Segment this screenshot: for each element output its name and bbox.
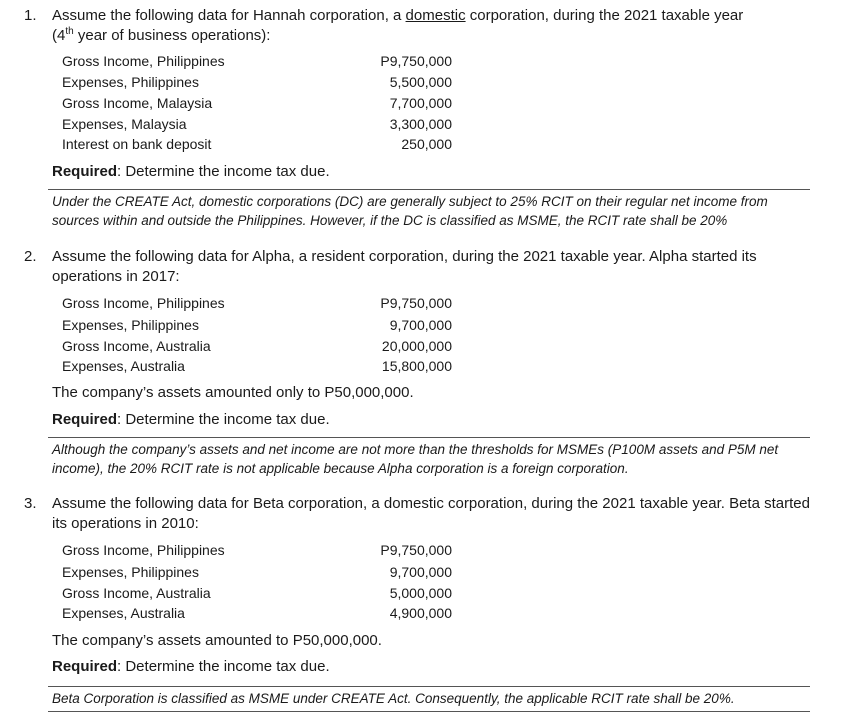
problem-1-number: 1. [24, 7, 37, 24]
required-label: Required [52, 411, 118, 428]
problem-1-stem-c1: (4 [52, 27, 66, 44]
problem-3-row [62, 583, 452, 603]
row-label: Gross Income, Australia [62, 585, 211, 601]
problem-1-row [62, 134, 452, 154]
row-label: Expenses, Philippines [62, 317, 199, 333]
problem-1-note: Under the CREATE Act, domestic corporations (DC) are generally subject to 25% RCIT on their regular net income from sources within and outside the Philippines. However, if the DC is classified as MSME, the RCIT rate shall be 20% [48, 189, 810, 230]
row-value: 5,500,000 [389, 74, 452, 90]
row-label: Gross Income, Philippines [62, 53, 225, 69]
row-value: 3,300,000 [389, 116, 452, 132]
problem-3-required [52, 657, 330, 677]
row-label: Expenses, Australia [62, 358, 185, 374]
row-label: Interest on bank deposit [62, 136, 212, 152]
problem-1-row [62, 93, 452, 113]
problem-2-assets: The company’s assets amounted only to P50,000,000. [52, 384, 414, 401]
required-label: Required [52, 163, 118, 180]
row-value: P9,750,000 [380, 295, 452, 311]
problem-1-row [62, 51, 452, 71]
problem-1-stem-underlined: domestic [405, 7, 466, 24]
row-value: 4,900,000 [389, 605, 452, 621]
problem-3-row [62, 540, 452, 560]
row-label: Gross Income, Australia [62, 338, 211, 354]
row-value: 7,700,000 [389, 95, 452, 111]
problem-2-stem: Assume the following data for Alpha, a resident corporation, during the 2021 taxable year. Alpha started its operations in 2017: [52, 248, 757, 285]
problem-2-row [62, 315, 452, 335]
row-value: 15,800,000 [381, 358, 452, 374]
problem-2-row [62, 336, 452, 356]
row-label: Expenses, Malaysia [62, 116, 187, 132]
problem-3-row [62, 603, 452, 623]
row-value: 9,700,000 [389, 564, 452, 580]
problem-1-row [62, 114, 452, 134]
row-label: Gross Income, Philippines [62, 542, 225, 558]
problem-2-note: Although the company’s assets and net income are not more than the thresholds for MSMEs (P100M assets and P5M net income), the 20% RCIT rate is not applicable because Alpha corporation is a foreign corporation. [48, 437, 810, 478]
row-label: Gross Income, Philippines [62, 295, 225, 311]
problem-3-assets: The company’s assets amounted to P50,000,000. [52, 632, 382, 649]
problem-1-stem [52, 6, 812, 46]
problem-1-stem-b: corporation, during the 2021 taxable year [465, 7, 744, 24]
problem-3-number: 3. [24, 495, 37, 512]
required-label: Required [52, 658, 118, 675]
row-value: 9,700,000 [389, 317, 452, 333]
problem-1-required [52, 162, 330, 182]
row-value: P9,750,000 [380, 542, 452, 558]
problem-3-row [62, 562, 452, 582]
problem-2-required [52, 410, 330, 430]
row-value: 5,000,000 [389, 585, 452, 601]
problem-1-stem-c2: year of business operations): [73, 27, 271, 44]
problem-2-row [62, 293, 452, 313]
row-label: Expenses, Philippines [62, 74, 199, 90]
row-label: Expenses, Australia [62, 605, 185, 621]
required-text: : Determine the income tax due. [117, 658, 330, 675]
problem-3-stem: Assume the following data for Beta corporation, a domestic corporation, during the 2021 taxable year. Beta started its operations in 2010: [52, 495, 810, 532]
row-label: Gross Income, Malaysia [62, 95, 213, 111]
row-value: P9,750,000 [380, 53, 452, 69]
required-text: : Determine the income tax due. [117, 411, 330, 428]
row-value: 20,000,000 [381, 338, 452, 354]
problem-3-note: Beta Corporation is classified as MSME under CREATE Act. Consequently, the applicable RCIT rate shall be 20%. [48, 686, 810, 712]
problem-1-stem-sup: th [65, 26, 74, 37]
problem-1-stem-a: Assume the following data for Hannah corporation, a [52, 7, 406, 24]
row-label: Expenses, Philippines [62, 564, 199, 580]
problem-2-row [62, 356, 452, 376]
problem-2-number: 2. [24, 248, 37, 265]
required-text: : Determine the income tax due. [117, 163, 330, 180]
problem-1-row [62, 72, 452, 92]
row-value: 250,000 [401, 136, 452, 152]
